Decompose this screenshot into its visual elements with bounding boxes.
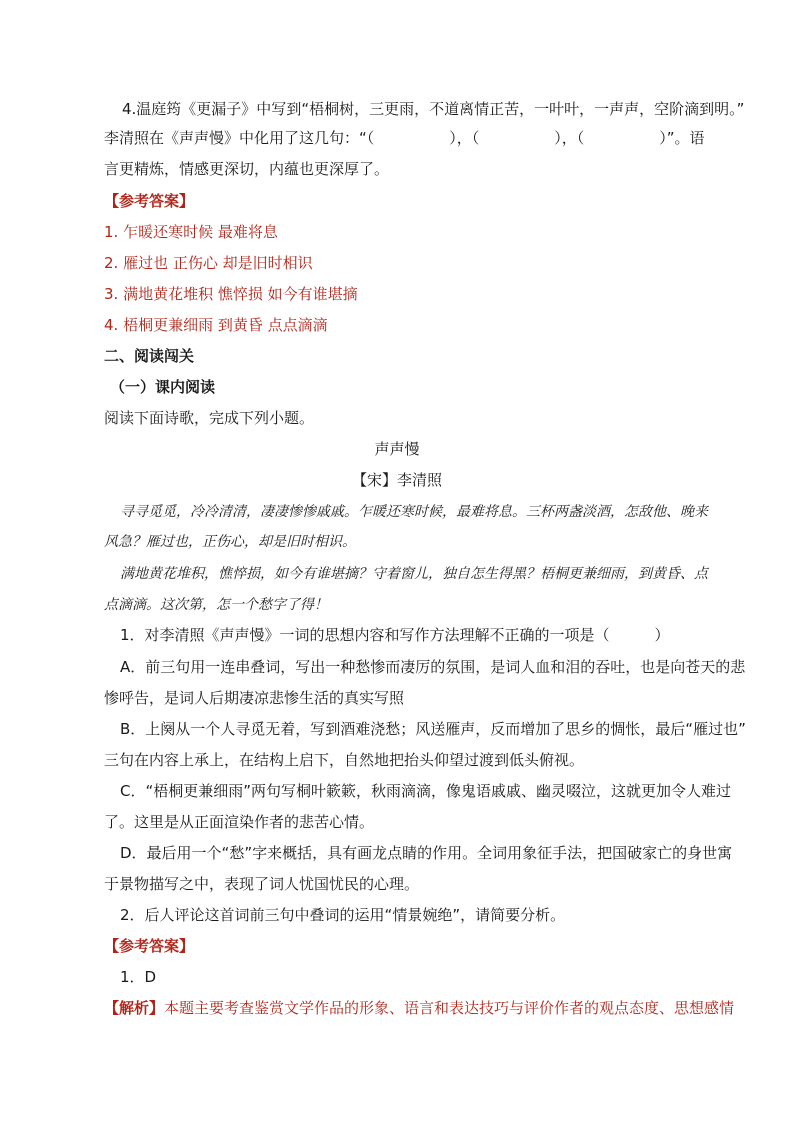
- subsection-heading: （一）课内阅读: [110, 378, 216, 396]
- poem-line: 满地黄花堆积，憔悴损，如今有谁堪摘？守着窗儿，独自怎生得黑？梧桐更兼细雨，到黄昏、点: [120, 566, 708, 582]
- q4-line-1: 4.温庭筠《更漏子》中写到“梧桐树，三更雨，不道离情正苦，一叶叶，一声声，空阶滴到明。”: [122, 100, 745, 118]
- analysis-text: 本题主要考查鉴赏文学作品的形象、语言和表达技巧与评价作者的观点态度、思想感情: [164, 999, 735, 1017]
- question-1: 1．对李清照《声声慢》一词的思想内容和写作方法理解不正确的一项是（ ）: [120, 626, 670, 644]
- q4-line-3: 言更精炼，情感更深切，内蕴也更深厚了。: [104, 160, 390, 178]
- poem-line: 点滴滴。这次第，怎一个愁字了得！: [104, 597, 328, 613]
- answer-heading-2: 【参考答案】: [104, 937, 195, 955]
- answer-item: 1. 乍暖还寒时候 最难将息: [104, 223, 278, 241]
- answer-item: 3. 满地黄花堆积 憔悴损 如今有谁堪摘: [104, 285, 358, 303]
- option-a-line-1: A．前三句用一连串叠词，写出一种愁惨而凄厉的氛围，是词人血和泪的吞吐，也是向苍天的悲: [120, 658, 746, 676]
- poem-author: 【宋】李清照: [351, 471, 442, 489]
- poem-line: 寻寻觅觅，冷冷清清，凄凄惨惨戚戚。乍暖还寒时候，最难将息。三杯两盏淡酒，怎敌他、晚来: [120, 504, 708, 520]
- poem-line: 风急？雁过也，正伤心，却是旧时相识。: [104, 534, 356, 550]
- analysis-label: 【解析】: [104, 999, 165, 1017]
- option-c-line-2: 了。这里是从正面渲染作者的悲苦心情。: [104, 813, 375, 831]
- q4-line-2: 李清照在《声声慢》中化用了这几句：“（ ），（ ），（ ）”。语: [104, 129, 705, 147]
- option-b-line-1: B．上阕从一个人寻觅无着，写到酒难浇愁；风送雁声，反而增加了思乡的惆怅，最后“雁过也”: [120, 720, 746, 738]
- answer-heading: 【参考答案】: [104, 192, 195, 210]
- instruction-text: 阅读下面诗歌，完成下列小题。: [104, 409, 315, 427]
- option-d-line-2: 于景物描写之中，表现了词人忧国忧民的心理。: [104, 875, 420, 893]
- answer-q1: 1．D: [120, 968, 157, 986]
- option-a-line-2: 惨呼告，是词人后期凄凉悲惨生活的真实写照: [104, 689, 405, 707]
- analysis-line: [104, 997, 734, 1019]
- answer-item: 2. 雁过也 正伤心 却是旧时相识: [104, 254, 313, 272]
- section-heading: 二、阅读闯关: [104, 347, 195, 365]
- answer-item: 4. 梧桐更兼细雨 到黄昏 点点滴滴: [104, 316, 328, 334]
- option-b-line-2: 三句在内容上承上，在结构上启下，自然地把抬头仰望过渡到低头俯视。: [104, 751, 585, 769]
- question-2: 2．后人评论这首词前三句中叠词的运用“情景婉绝”，请简要分析。: [120, 906, 566, 924]
- poem-title: 声声慢: [374, 440, 420, 458]
- option-c-line-1: C．“梧桐更兼细雨”两句写桐叶簌簌，秋雨滴滴，像鬼语戚戚、幽灵啜泣，这就更加令人难过: [120, 782, 732, 800]
- option-d-line-1: D．最后用一个“愁”字来概括，具有画龙点睛的作用。全词用象征手法，把国破家亡的身世寓: [120, 844, 733, 862]
